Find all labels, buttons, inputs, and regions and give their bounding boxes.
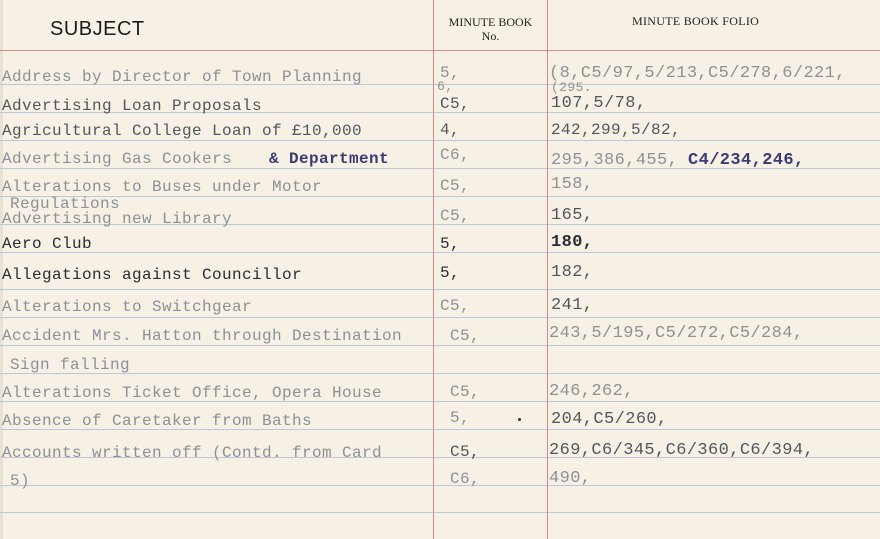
entry-book: C5, — [440, 297, 471, 315]
entry-book: C5, — [440, 207, 471, 225]
ruled-line — [0, 485, 880, 486]
column-divider — [547, 0, 548, 539]
ink-dot — [518, 418, 521, 421]
entry-folio: 182, — [551, 263, 594, 282]
entry-book: C5, — [450, 383, 481, 401]
entry-subject: Agricultural College Loan of £10,000 — [2, 122, 363, 140]
entry-subject: Absence of Caretaker from Baths — [2, 412, 313, 430]
column-divider — [433, 0, 434, 539]
entry-book: 4, — [440, 121, 461, 139]
entry-folio: 295,386,455, — [551, 151, 679, 170]
entry-folio: 204,C5/260, — [551, 410, 668, 429]
entry-book: C5, — [450, 443, 481, 461]
entry-subject-extra: & Department — [269, 150, 390, 168]
ruled-line — [0, 196, 880, 197]
entry-folio: 246,262, — [549, 382, 634, 401]
ruled-line — [0, 373, 880, 374]
entry-subject: Alterations to Buses under Motor — [2, 178, 323, 196]
entry-subject: Advertising new Library — [2, 210, 233, 228]
entry-folio: 241, — [551, 296, 594, 315]
subject-column-header — [0, 0, 433, 51]
entry-subject: Alterations Ticket Office, Opera House — [2, 384, 383, 402]
entry-book: C5, — [450, 327, 481, 345]
entry-book-extra: C6, — [450, 470, 481, 488]
entry-folio: 180, — [551, 233, 594, 252]
entry-subject-cont: Regulations — [10, 195, 121, 213]
entry-folio-extra: C4/234,246, — [688, 151, 805, 170]
entry-subject: Address by Director of Town Planning — [2, 68, 363, 86]
entry-subject: Advertising Loan Proposals — [2, 97, 263, 115]
ruled-line — [0, 512, 880, 513]
entry-book: C6, — [440, 146, 471, 164]
entry-folio: (8,C5/97,5/213,C5/278,6/221, — [549, 64, 846, 83]
entry-subject: Aero Club — [2, 235, 93, 253]
minute-book-column-header — [434, 0, 547, 51]
entry-subject: Advertising Gas Cookers — [2, 150, 233, 168]
folio-column-header — [548, 0, 880, 51]
entry-book: 5, — [450, 409, 471, 427]
entry-subject: Accident Mrs. Hatton through Destination — [2, 327, 403, 345]
entry-book: C5, — [440, 177, 471, 195]
entry-book: 5, — [440, 64, 461, 82]
subject-header-label: SUBJECT — [50, 18, 145, 40]
entry-folio: 165, — [551, 206, 594, 225]
minute-book-header-line2: No. — [481, 29, 500, 43]
entry-folio: 269,C6/345,C6/360,C6/394, — [549, 441, 815, 460]
ruled-line — [0, 345, 880, 346]
entry-subject: Accounts written off (Contd. from Card — [2, 444, 383, 462]
ruled-line — [0, 289, 880, 290]
entry-folio: 107,5/78, — [551, 94, 647, 113]
entry-book: C5, — [440, 95, 471, 113]
folio-header-label: MINUTE BOOK FOLIO — [632, 14, 760, 28]
entry-folio: 243,5/195,C5/272,C5/284, — [549, 324, 804, 343]
ruled-line — [0, 140, 880, 141]
entry-folio: 242,299,5/82, — [551, 121, 682, 139]
entry-folio: 158, — [551, 175, 594, 194]
entry-subject: Allegations against Councillor — [2, 266, 303, 284]
entry-folio-extra: (295. — [551, 80, 593, 95]
entry-folio-extra: 490, — [549, 469, 592, 488]
minute-book-header-line1: MINUTE BOOK — [448, 15, 533, 29]
ruled-line — [0, 317, 880, 318]
entry-subject: Alterations to Switchgear — [2, 298, 253, 316]
entry-subject-cont: Sign falling — [10, 356, 131, 374]
entry-book: 5, — [440, 235, 461, 253]
entry-book-extra: 6, — [437, 79, 454, 94]
entry-subject-cont: 5) — [10, 472, 31, 490]
entry-book: 5, — [440, 264, 461, 282]
